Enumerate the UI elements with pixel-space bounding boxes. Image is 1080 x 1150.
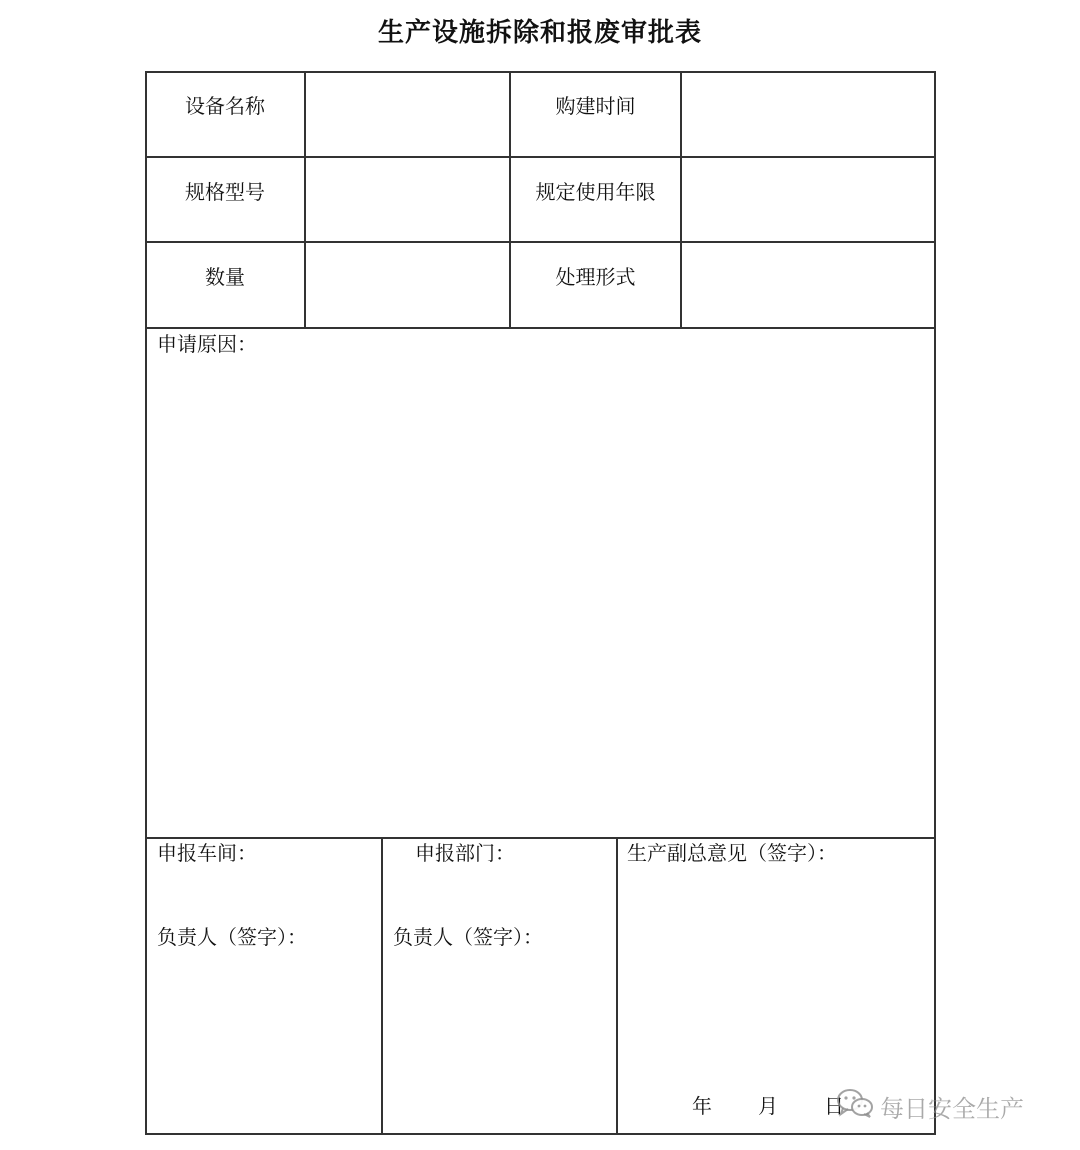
- date-month-label: 月: [758, 1094, 778, 1118]
- model-spec-field[interactable]: [306, 158, 509, 241]
- date-year-label: 年: [692, 1094, 712, 1118]
- service-life-label: 规定使用年限: [535, 180, 656, 204]
- purchase-date-field[interactable]: [682, 73, 934, 156]
- table-divider: [145, 837, 936, 839]
- table-border-right: [934, 71, 936, 1134]
- date-day-label: 日: [824, 1094, 844, 1118]
- wechat-icon: [836, 1087, 874, 1125]
- department-signature-label: 负责人（签字）：: [393, 925, 543, 949]
- reason-label: 申请原因：: [157, 332, 257, 356]
- department-label: 申报部门：: [415, 841, 515, 865]
- equipment-name-label: 设备名称: [185, 94, 265, 118]
- model-spec-label: 规格型号: [185, 180, 265, 204]
- department-signature-field[interactable]: [383, 955, 616, 1133]
- vp-opinion-field[interactable]: [618, 868, 934, 1080]
- vp-opinion-label: 生产副总意见（签字）：: [627, 841, 837, 865]
- service-life-field[interactable]: [682, 158, 934, 241]
- disposal-method-label: 处理形式: [555, 265, 636, 289]
- quantity-field[interactable]: [306, 243, 509, 327]
- quantity-label: 数量: [205, 265, 245, 289]
- table-divider: [145, 327, 936, 329]
- workshop-signature-field[interactable]: [147, 955, 381, 1133]
- equipment-name-field[interactable]: [306, 73, 509, 156]
- table-border-bottom: [145, 1133, 936, 1135]
- reason-field[interactable]: [147, 360, 934, 836]
- watermark-text: 每日安全生产: [880, 1094, 1024, 1123]
- page-title: 生产设施拆除和报废审批表: [377, 18, 702, 48]
- purchase-date-label: 购建时间: [555, 94, 636, 118]
- workshop-label: 申报车间：: [157, 841, 257, 865]
- disposal-method-field[interactable]: [682, 243, 934, 327]
- workshop-signature-label: 负责人（签字）：: [157, 925, 307, 949]
- watermark: [836, 1086, 1050, 1126]
